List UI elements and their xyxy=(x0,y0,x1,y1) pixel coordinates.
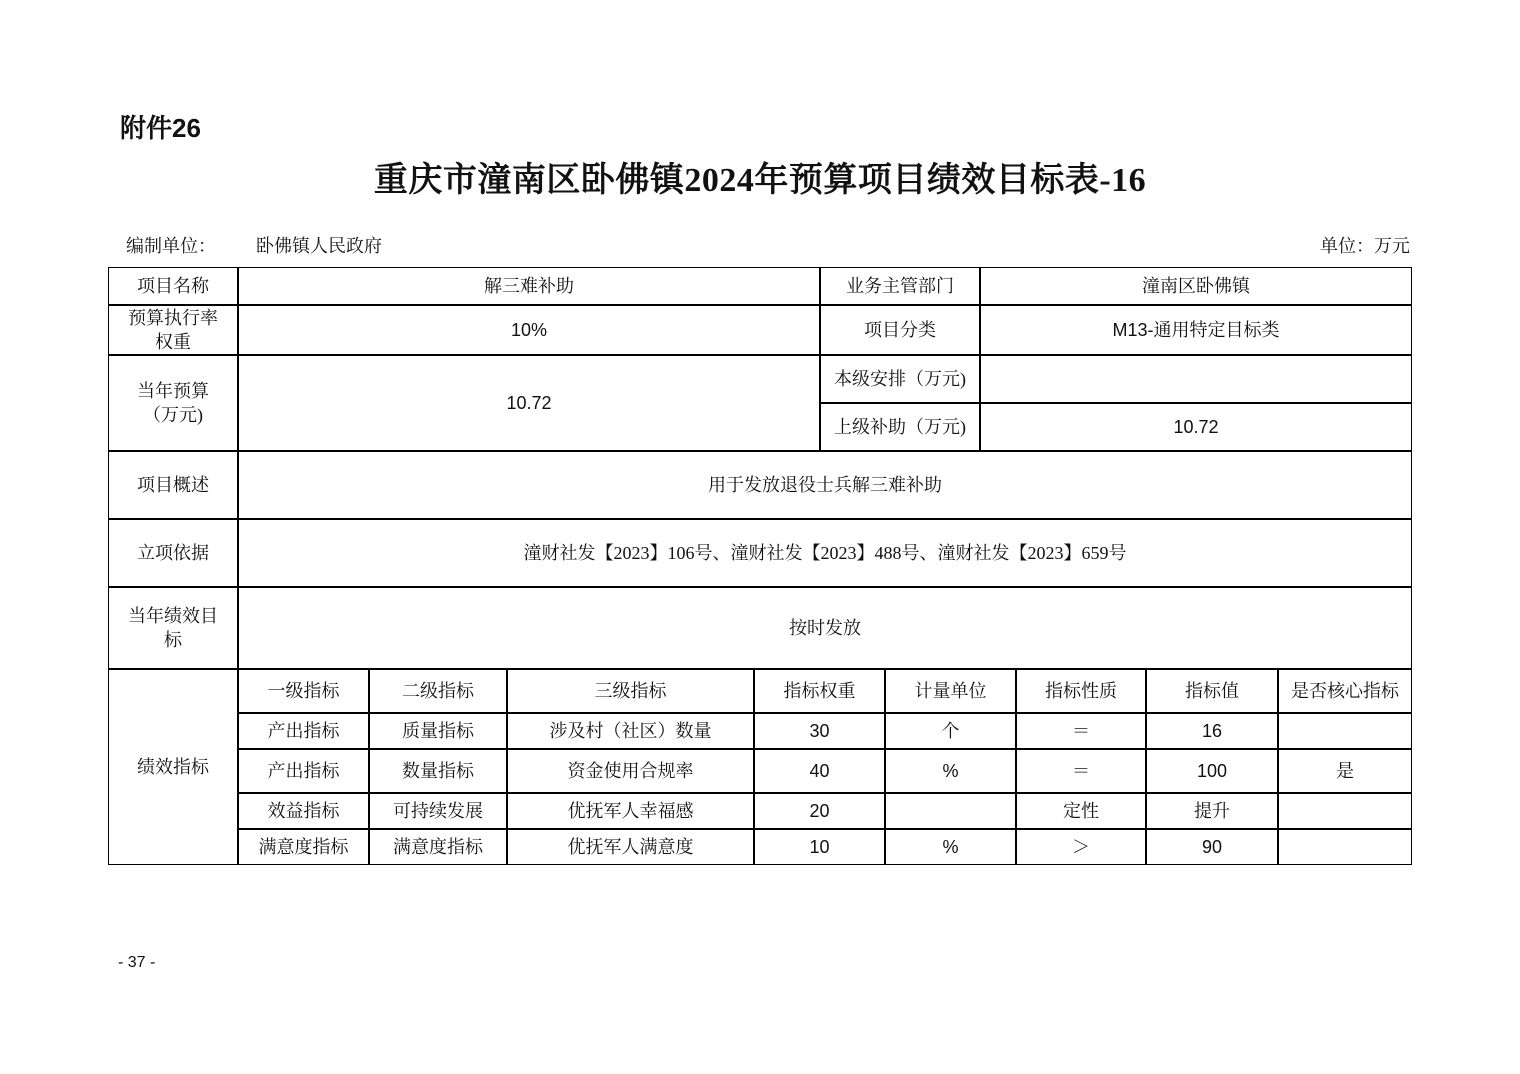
indicator-header: 一级指标 xyxy=(238,669,369,713)
category-value: M13-通用特定目标类 xyxy=(980,305,1412,355)
dept-label: 业务主管部门 xyxy=(820,267,980,305)
annual-goal-value: 按时发放 xyxy=(238,587,1412,669)
indicator-level3: 优抚军人幸福感 xyxy=(507,793,754,829)
indicators-label: 绩效指标 xyxy=(108,669,238,865)
indicator-level1: 效益指标 xyxy=(238,793,369,829)
indicator-weight: 20 xyxy=(754,793,885,829)
indicator-weight: 40 xyxy=(754,749,885,793)
basis-label: 立项依据 xyxy=(108,519,238,587)
indicator-core xyxy=(1278,829,1412,865)
indicator-header: 指标性质 xyxy=(1016,669,1146,713)
upper-subsidy-value: 10.72 xyxy=(980,403,1412,451)
indicator-nature: ＝ xyxy=(1016,713,1146,749)
indicator-header: 二级指标 xyxy=(369,669,507,713)
indicator-core xyxy=(1278,713,1412,749)
indicator-core: 是 xyxy=(1278,749,1412,793)
indicator-level1: 产出指标 xyxy=(238,749,369,793)
annual-budget-value: 10.72 xyxy=(238,355,820,451)
page-number: - 37 - xyxy=(118,954,156,971)
exec-rate-value: 10% xyxy=(238,305,820,355)
annual-goal-label: 当年绩效目标 xyxy=(108,587,238,669)
compiling-unit xyxy=(126,232,382,258)
attachment-label: 附件26 xyxy=(120,113,201,143)
indicator-nature: ＞ xyxy=(1016,829,1146,865)
indicator-level2: 质量指标 xyxy=(369,713,507,749)
indicator-level1: 满意度指标 xyxy=(238,829,369,865)
indicator-unit xyxy=(885,793,1016,829)
overview-label: 项目概述 xyxy=(108,451,238,519)
category-label: 项目分类 xyxy=(820,305,980,355)
overview-value: 用于发放退役士兵解三难补助 xyxy=(238,451,1412,519)
indicator-header: 是否核心指标 xyxy=(1278,669,1412,713)
indicator-value: 16 xyxy=(1146,713,1278,749)
indicator-header: 计量单位 xyxy=(885,669,1016,713)
indicator-weight: 30 xyxy=(754,713,885,749)
indicator-level3: 涉及村（社区）数量 xyxy=(507,713,754,749)
indicator-level3: 资金使用合规率 xyxy=(507,749,754,793)
upper-subsidy-label: 上级补助（万元) xyxy=(820,403,980,451)
local-arrangement-value xyxy=(980,355,1412,403)
currency-unit: 单位：万元 xyxy=(1320,236,1410,256)
exec-rate-label: 预算执行率权重 xyxy=(108,305,238,355)
project-name-value: 解三难补助 xyxy=(238,267,820,305)
indicator-weight: 10 xyxy=(754,829,885,865)
basis-value: 潼财社发【2023】106号、潼财社发【2023】488号、潼财社发【2023】659号 xyxy=(238,519,1412,587)
compiling-unit-label: 编制单位： xyxy=(126,236,216,256)
indicator-nature: ＝ xyxy=(1016,749,1146,793)
indicator-core xyxy=(1278,793,1412,829)
indicator-unit: % xyxy=(885,749,1016,793)
indicator-level3: 优抚军人满意度 xyxy=(507,829,754,865)
project-name-label: 项目名称 xyxy=(108,267,238,305)
indicator-level2: 可持续发展 xyxy=(369,793,507,829)
indicator-value: 100 xyxy=(1146,749,1278,793)
dept-value: 潼南区卧佛镇 xyxy=(980,267,1412,305)
indicator-level2: 满意度指标 xyxy=(369,829,507,865)
indicator-header: 指标值 xyxy=(1146,669,1278,713)
annual-budget-label: 当年预算（万元) xyxy=(108,355,238,451)
indicator-value: 90 xyxy=(1146,829,1278,865)
local-arrangement-label: 本级安排（万元) xyxy=(820,355,980,403)
indicator-level2: 数量指标 xyxy=(369,749,507,793)
indicator-header: 指标权重 xyxy=(754,669,885,713)
indicator-header: 三级指标 xyxy=(507,669,754,713)
indicator-value: 提升 xyxy=(1146,793,1278,829)
indicator-nature: 定性 xyxy=(1016,793,1146,829)
performance-table xyxy=(108,267,1412,865)
indicator-level1: 产出指标 xyxy=(238,713,369,749)
indicator-unit: 个 xyxy=(885,713,1016,749)
page-title: 重庆市潼南区卧佛镇2024年预算项目绩效目标表-16 xyxy=(373,162,1147,199)
indicator-unit: % xyxy=(885,829,1016,865)
compiling-unit-name: 卧佛镇人民政府 xyxy=(256,236,382,256)
